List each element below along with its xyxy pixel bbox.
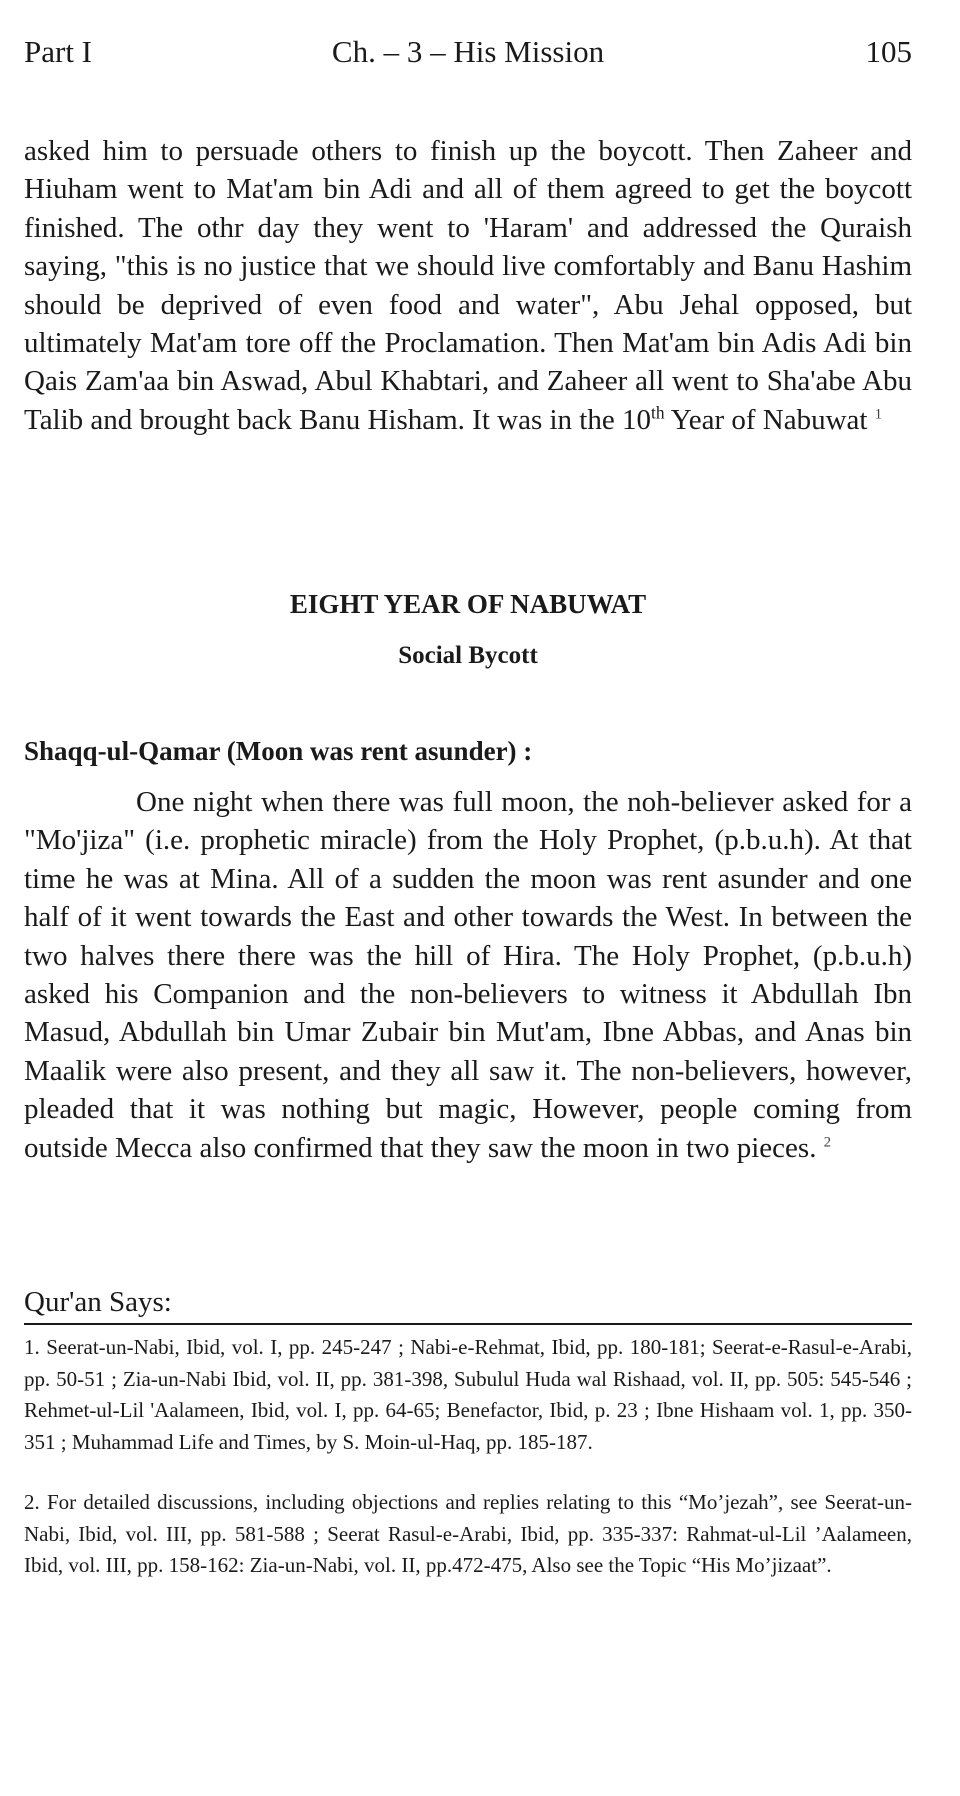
paragraph-boycott-end [24,132,912,439]
footnote-2: 2. For detailed discussions, including objections and replies relating to this “Mo’jezah”, see Seerat-un-Nabi, Ibid, vol. III, pp. 581-588 ; Seerat Rasul-e-Arabi, Ibid, pp. 335-337: Rahmat-ul-Lil ’Aalameen, Ibid, vol. III, pp. 158-162: Zia-un-Nabi, vol. II, pp.472-475, Also see the Topic “His Mo’jizaat”. [24,1490,912,1577]
running-header [24,30,912,74]
footnote-divider [24,1323,912,1325]
page-number: 105 [865,34,912,69]
footnote-ref-2: 2 [823,1134,831,1150]
footnote-ref-1: 1 [874,406,882,423]
section-subheading: Social Bycott [398,642,538,669]
section-heading: EIGHT YEAR OF NABUWAT [289,589,647,619]
quran-says-label: Qur'an Says: [24,1286,172,1318]
paragraph-text: One night when there was full moon, the noh-believer asked for a "Mo'jiza" (i.e. prophetic miracle) from the Holy Prophet, (p.b.u.h). At that time he was at Mina. All of a sudden the moon was rent asunder and one half of it went towards the East and other towards the West. In between the two halves there there was the hill of Hira. The Holy Prophet, (p.b.u.h) asked his Companion and the non-believers to witness it Abdullah Ibn Masud, Abdullah bin Umar Zubair bin Mut'am, Ibne Abbas, and Anas bin Maalik were also present, and they all saw it. The non-believers, however, pleaded that it was nothing but magic, However, people coming from outside Mecca also confirmed that they saw the moon in two pieces. [24,786,912,1164]
paragraph-ending: Year of Nabuwat [664,403,875,436]
topic-title: Shaqq-ul-Qamar (Moon was rent asunder) : [24,736,533,766]
paragraph-moon-split [24,783,912,1167]
footnote-1: 1. Seerat-un-Nabi, Ibid, vol. I, pp. 245-247 ; Nabi-e-Rehmat, Ibid, pp. 180-181; Seerat-e-Rasul-e-Arabi, pp. 50-51 ; Zia-un-Nabi Ibid, vol. II, pp. 381-398, Subulul Huda wal Rishaad, vol. II, pp. 505: 545-546 ; Rehmet-ul-Lil 'Aalameen, Ibid, vol. I, pp. 64-65; Benefactor, Ibid, p. 23 ; Ibne Hishaam vol. 1, pp. 350-351 ; Muhammad Life and Times, by S. Moin-ul-Haq, pp. 185-187. [24,1335,912,1454]
paragraph-text: asked him to persuade others to finish up the boycott. Then Zaheer and Hiuham went to Mat'am bin Adi and all of them agreed to get the boycott finished. The othr day they went to 'Haram' and addressed the Quraish saying, "this is no justice that we should live comfortably and Banu Hashim should be deprived of even food and water", Abu Jehal opposed, but ultimately Mat'am tore off the Proclamation. Then Mat'am bin Adis Adi bin Qais Zam'aa bin Aswad, Abul Khabtari, and Zaheer all went to Sha'abe Abu Talib and brought back Banu Hisham. It was in the 10 [24,135,912,436]
part-label: Part I [24,34,93,69]
ordinal-superscript: th [650,402,665,423]
chapter-title: Ch. – 3 – His Mission [331,34,605,69]
